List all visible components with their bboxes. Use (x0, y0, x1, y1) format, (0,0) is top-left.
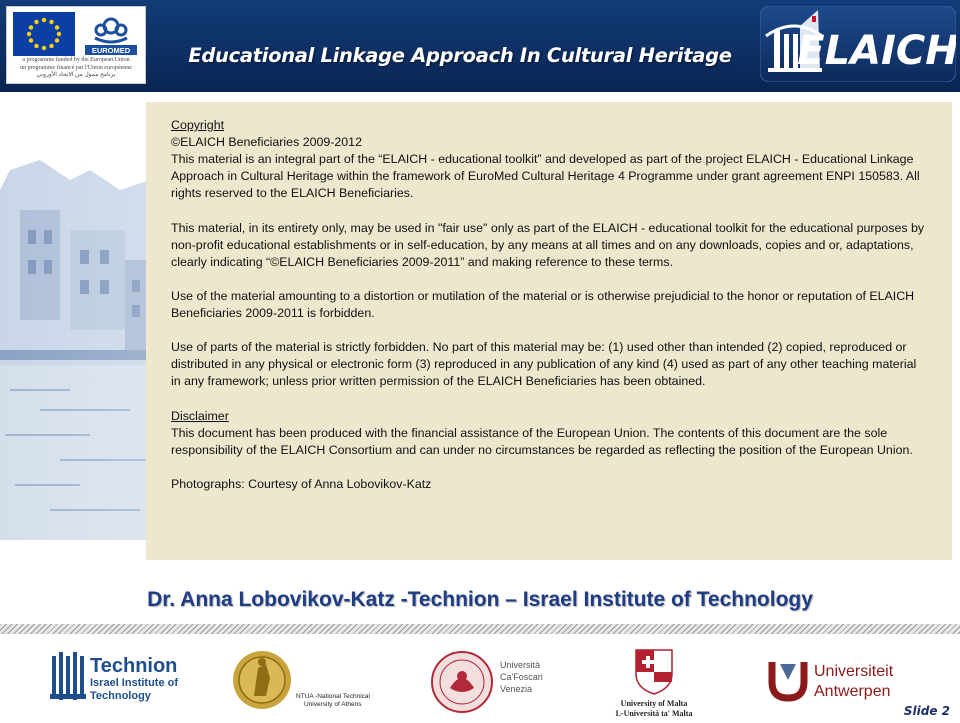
page-title: Educational Linkage Approach In Cultural Heritage (188, 44, 732, 67)
photographs-credit: Photographs: Courtesy of Anna Lobovikov-Katz (171, 476, 432, 491)
antwerpen-line1: Universiteit (814, 663, 894, 680)
ntua-line1: NTUA -National Technical (296, 693, 370, 700)
copyright-panel (146, 102, 952, 560)
elaich-logo (760, 6, 956, 82)
eu-euromed-logo (6, 6, 146, 84)
technion-logo (48, 650, 188, 706)
eu-funding-caption: a programme funded by the European Union un programme financé par l'Union européenne برنامج ممول من الاتحاد الأوروبي (20, 57, 132, 78)
copyright-paragraph-4: Use of parts of the material is strictly forbidden. No part of this material may be: (1) used other than intended (2) copied, reproduced or distributed in any physical or electronic form (3) reproduced in any publication of any kind (4) used as part of any other teaching material in any framework; unless prior written permission of the ELAICH Beneficiaries has been obtained. (171, 340, 917, 389)
ntua-logo (232, 648, 402, 712)
ca-foscari-line2: Ca'Foscari (500, 672, 543, 682)
copyright-heading: Copyright (171, 118, 225, 132)
elaich-wordmark: ELAICH (797, 28, 956, 74)
euromed-label: EUROMED (91, 46, 131, 55)
author-line: Dr. Anna Lobovikov-Katz -Technion – Israel Institute of Technology (147, 588, 813, 611)
technion-emblem-icon (50, 652, 86, 700)
copyright-text-block (171, 117, 926, 493)
university-of-malta-logo (604, 648, 704, 718)
disclaimer-text: This document has been produced with the financial assistance of the European Union. The contents of this document are the sole responsibility of the ELAICH Consortium and can under no circumstances be regarded as reflecting the position of the European Union. (171, 425, 913, 457)
ca-foscari-seal-icon (432, 652, 492, 712)
ca-foscari-line1: Università (500, 660, 541, 670)
malta-crest-icon (636, 650, 672, 694)
watercolor-sketch-image (0, 150, 160, 540)
disclaimer-heading: Disclaimer (171, 408, 229, 423)
copyright-paragraph-2: This material, in its entirety only, may be used in "fair use" only as part of the ELAICH - educational toolkit for the educational purposes by non-profit educational establishments or in self-education, by any means at all times and on any downloads, copies and or, adaptations, clearly indicating “©ELAICH Beneficiaries 2009-2011” and making reference to these terms. (171, 220, 925, 269)
universiteit-antwerpen-logo (766, 658, 916, 704)
ntua-seal-icon (233, 651, 291, 709)
copyright-owner: ©ELAICH Beneficiaries 2009-2012 (171, 135, 362, 150)
technion-name: Technion (90, 655, 178, 677)
technion-line3: Technology (90, 690, 151, 702)
hatched-divider (0, 624, 960, 634)
ca-foscari-line3: Venezia (500, 684, 533, 694)
copyright-paragraph-3: Use of the material amounting to a distortion or mutilation of the material or is otherwise prejudicial to the honor or reputation of ELAICH Beneficiaries 2009-2011 is forbidden. (171, 288, 915, 321)
ntua-line2: University of Athens (304, 701, 362, 708)
ca-foscari-logo (430, 650, 580, 714)
malta-line2: L-Università ta' Malta (615, 709, 693, 718)
header-bar (0, 0, 960, 92)
euromed-icon (83, 12, 139, 56)
malta-line1: University of Malta (620, 699, 688, 708)
slide-number: Slide 2 (903, 704, 950, 718)
copyright-paragraph-1: This material is an integral part of the “ELAICH - educational toolkit” and developed as part of the project ELAICH - Educational Linkage Approach in Cultural Heritage within the framework of EuroMed Cultural Heritage 4 Programme under grant agreement ENPI 150583. All rights reserved to the ELAICH Beneficiaries. (171, 152, 920, 201)
eu-flag-icon (13, 12, 75, 56)
antwerpen-line2: Antwerpen (814, 683, 891, 700)
technion-line2: Israel Institute of (90, 677, 179, 689)
